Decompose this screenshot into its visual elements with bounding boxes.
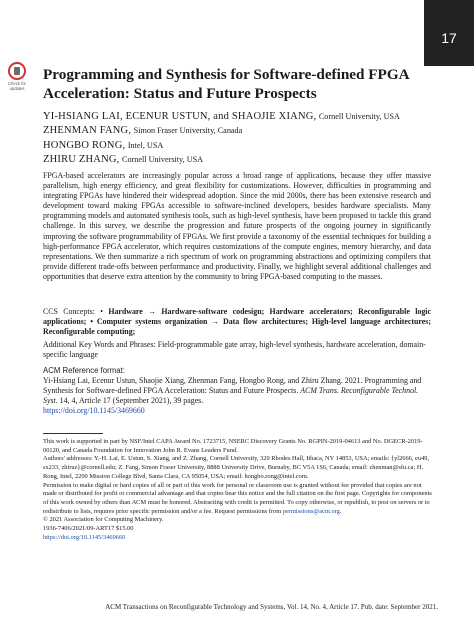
ccs-terms: Hardware → Hardware-software codesign; Hardware accelerators; Reconfigurable logic applications; • Computer systems organization → Data flow architectures; High-level language architectures; Reconfigurable computing; [43,307,431,337]
page-number: 17 [441,30,457,46]
acm-reference-citation [43,376,431,416]
author-affiliation: Intel, USA [127,140,164,150]
author-names: HONGBO RONG, [43,139,126,151]
permission-text: Permission to make digital or hard copies of all or part of this work for personal or classroom use is granted without fee provided that copies are not made or distributed for profit or commercial advantage and that copies bear this notice and the full citation on the first page. Copyrights for components of this work owned by others than ACM must be honored. Abstracting with credit is permitted. To copy otherwise, or republish, to post on servers or to redistribute to lists, requires prior specific permission and/or a fee. Request permissions from [43,481,432,515]
author-line [43,110,433,124]
author-names: ZHENMAN FANG, [43,125,132,137]
acm-reference-heading: ACM Reference format: [43,366,125,375]
copyright: © 2021 Association for Computing Machinery. [43,516,164,524]
issn: 1936-7406/2021/09-ART17 $15.00 [43,525,134,533]
author-addresses: Authors' addresses: Y.-H. Lai, E. Ustun, S. Xiang, and Z. Zhang, Cornell University, 320 Rhodes Hall, Ithaca, NY 14853, USA; emails: {yl2666, eu49, sx233, zhiruz}@cornell.edu; Z. Fang, Simon Fraser University, 8888 University Drive, Burnaby, BC V5A 1S6, Canada; email: zhenman@sfu.ca; H. Rong, Intel, 2200 Mission College Blvd, Santa Clara, CA 95054, USA; email: hongbo.rong@intel.com. [43,455,430,480]
permission-note [43,482,433,517]
update-badge-icon [8,62,26,80]
author-line [43,124,433,138]
author-affiliation: Simon Fraser University, Canada [133,126,243,136]
citation-journal: ACM Trans. Reconfigurable Technol. Syst. [43,386,419,406]
abstract: FPGA-based accelerators are increasingly popular across a broad range of applications, because they offer massive parallelism, high energy efficiency, and great flexibility for customizations. However, difficulties in programming and integrating FPGAs have hindered their widespread adoption. Since the mid 2000s, there has been extensive research and development toward making FPGAs accessible to software-inclined developers, besides hardware specialists. Many programming models and automated synthesis tools, such as high-level synthesis, have been proposed to tackle this grand challenge. In this survey, we describe the progression and future prospects of the ongoing journey in significantly improving the software programmability of FPGAs. We first provide a taxonomy of the essential techniques for building a high-performance FPGA accelerator, which requires customizations of the compute engines, memory hierarchy, and data representations. We then summarize a rich spectrum of work on programming abstractions and optimizing compilers that provide different trade-offs between performance and productivity. Finally, we highlight several additional challenges and opportunities that deserve extra attention by the community to bring FPGA-based computing to the masses. [43,171,431,281]
author-line [43,139,433,153]
page-footer [0,603,438,611]
ccs-prefix: CCS Concepts: • [43,307,109,316]
author-affiliation: Cornell University, USA [121,154,204,164]
paper-title: Programming and Synthesis for Software-defined FPGA Acceleration: Status and Future Prospects [43,66,409,102]
check-for-updates-badge[interactable] [3,62,31,91]
author-names: ZHIRU ZHANG, [43,153,120,165]
author-line [43,153,433,167]
author-list [43,110,433,167]
citation-details: 14, 4, Article 17 (September 2021), 39 pages. [57,396,204,406]
footnote-doi-link[interactable]: https://doi.org/10.1145/3469660 [43,533,126,541]
footnote-divider [43,433,103,434]
citation-text: Yi-Hsiang Lai, Ecenur Ustun, Shaojie Xiang, Zhenman Fang, Hongbo Rong, and Zhiru Zhang. 2021. Programming and Synthesis for Software-defined FPGA Acceleration: Status and Future Prospects. [43,376,422,396]
ccs-concepts [43,307,431,337]
badge-label: Check for updates [8,81,26,91]
funding-note: This work is supported in part by NSF/Intel CAPA Award No. 1723715, NSERC Discovery Grants No. RGPIN-2019-04613 and No. DGECR-2019-00120, and Canada Foundation for Innovation John R. Evans Leaders Fund. [43,438,423,454]
author-names: YI-HSIANG LAI, ECENUR USTUN, and SHAOJIE XIANG, [43,111,317,122]
permission-end: . [339,507,342,515]
footnotes [43,438,433,542]
page-number-tab [424,0,474,66]
acm-reference [43,366,431,416]
citation-doi-link[interactable]: https://doi.org/10.1145/3469660 [43,406,145,416]
author-affiliation: Cornell University, USA [318,112,400,121]
keywords: Additional Key Words and Phrases: Field-programmable gate array, high-level synthesis, hardware acceleration, domain-specific language [43,340,426,360]
permissions-email-link[interactable]: permissions@acm.org [282,507,340,515]
footer-journal: ACM Transactions on Reconfigurable Technology and Systems, Vol. 14, No. 4, Article 17. Pub. date: September 2021. [105,603,438,611]
